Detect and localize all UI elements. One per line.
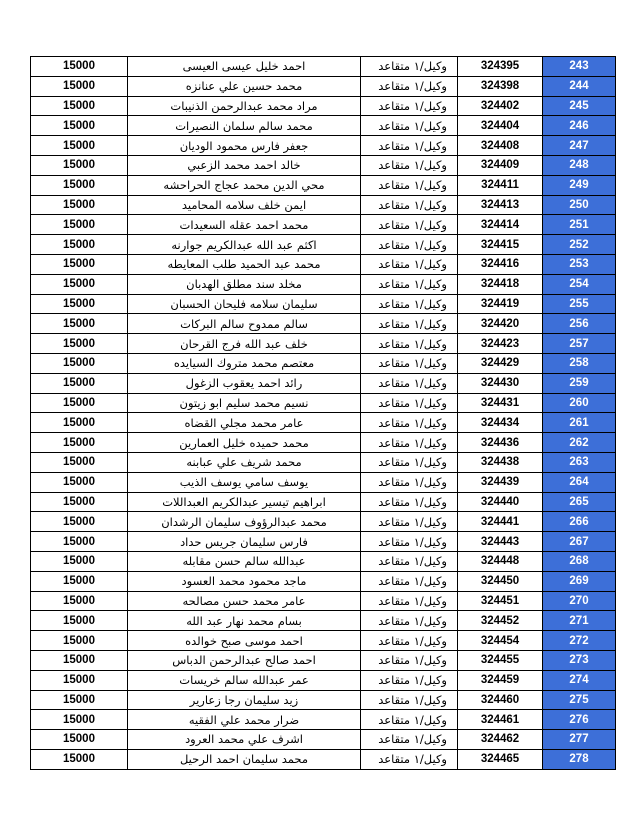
table-row bbox=[31, 472, 616, 492]
table-row bbox=[31, 274, 616, 294]
military-number-cell: 324438 bbox=[458, 452, 543, 472]
sequence-number-cell: 245 bbox=[543, 96, 616, 116]
name-cell: اكثم عبد الله عبدالكريم جوارنه bbox=[128, 235, 361, 255]
rank-cell: وكيل/١ متقاعد bbox=[361, 551, 458, 571]
name-cell: خلف عبد الله فرج القرحان bbox=[128, 334, 361, 354]
military-number-cell: 324451 bbox=[458, 591, 543, 611]
amount-cell: 15000 bbox=[31, 413, 128, 433]
table-row bbox=[31, 254, 616, 274]
sequence-number-cell: 277 bbox=[543, 730, 616, 750]
table-row bbox=[31, 631, 616, 651]
table-row bbox=[31, 235, 616, 255]
military-number-cell: 324436 bbox=[458, 433, 543, 453]
table-row bbox=[31, 492, 616, 512]
military-number-cell: 324395 bbox=[458, 57, 543, 77]
name-cell: رائد احمد يعقوب الزغول bbox=[128, 373, 361, 393]
name-cell: احمد موسى صبح خوالده bbox=[128, 631, 361, 651]
rank-cell: وكيل/١ متقاعد bbox=[361, 749, 458, 769]
table-row bbox=[31, 96, 616, 116]
name-cell: عامر محمد حسن مصالحه bbox=[128, 591, 361, 611]
table-row bbox=[31, 314, 616, 334]
rank-cell: وكيل/١ متقاعد bbox=[361, 294, 458, 314]
table-row bbox=[31, 116, 616, 136]
name-cell: احمد صالح عبدالرحمن الدباس bbox=[128, 650, 361, 670]
military-number-cell: 324415 bbox=[458, 235, 543, 255]
rank-cell: وكيل/١ متقاعد bbox=[361, 274, 458, 294]
amount-cell: 15000 bbox=[31, 571, 128, 591]
sequence-number-cell: 273 bbox=[543, 650, 616, 670]
amount-cell: 15000 bbox=[31, 730, 128, 750]
table-row bbox=[31, 215, 616, 235]
military-number-cell: 324450 bbox=[458, 571, 543, 591]
sequence-number-cell: 271 bbox=[543, 611, 616, 631]
military-number-cell: 324423 bbox=[458, 334, 543, 354]
amount-cell: 15000 bbox=[31, 670, 128, 690]
sequence-number-cell: 264 bbox=[543, 472, 616, 492]
military-number-cell: 324440 bbox=[458, 492, 543, 512]
sequence-number-cell: 256 bbox=[543, 314, 616, 334]
rank-cell: وكيل/١ متقاعد bbox=[361, 611, 458, 631]
table-row bbox=[31, 294, 616, 314]
military-number-cell: 324454 bbox=[458, 631, 543, 651]
rank-cell: وكيل/١ متقاعد bbox=[361, 235, 458, 255]
military-number-cell: 324452 bbox=[458, 611, 543, 631]
table-row bbox=[31, 413, 616, 433]
rank-cell: وكيل/١ متقاعد bbox=[361, 254, 458, 274]
name-cell: محمد عبد الحميد طلب المعايطه bbox=[128, 254, 361, 274]
military-number-cell: 324455 bbox=[458, 650, 543, 670]
military-number-cell: 324462 bbox=[458, 730, 543, 750]
table-row bbox=[31, 749, 616, 769]
sequence-number-cell: 267 bbox=[543, 532, 616, 552]
table-row bbox=[31, 195, 616, 215]
personnel-table bbox=[30, 56, 616, 770]
amount-cell: 15000 bbox=[31, 532, 128, 552]
table-row bbox=[31, 452, 616, 472]
amount-cell: 15000 bbox=[31, 472, 128, 492]
name-cell: محمد احمد عقله السعيدات bbox=[128, 215, 361, 235]
military-number-cell: 324434 bbox=[458, 413, 543, 433]
sequence-number-cell: 252 bbox=[543, 235, 616, 255]
name-cell: محمد حسين علي عنانزه bbox=[128, 76, 361, 96]
sequence-number-cell: 243 bbox=[543, 57, 616, 77]
table-row bbox=[31, 730, 616, 750]
rank-cell: وكيل/١ متقاعد bbox=[361, 353, 458, 373]
table-row bbox=[31, 433, 616, 453]
name-cell: فارس سليمان جريس حداد bbox=[128, 532, 361, 552]
table-row bbox=[31, 551, 616, 571]
rank-cell: وكيل/١ متقاعد bbox=[361, 215, 458, 235]
military-number-cell: 324409 bbox=[458, 155, 543, 175]
table-row bbox=[31, 373, 616, 393]
amount-cell: 15000 bbox=[31, 373, 128, 393]
sequence-number-cell: 246 bbox=[543, 116, 616, 136]
amount-cell: 15000 bbox=[31, 195, 128, 215]
military-number-cell: 324441 bbox=[458, 512, 543, 532]
table-row bbox=[31, 571, 616, 591]
table-row bbox=[31, 690, 616, 710]
amount-cell: 15000 bbox=[31, 353, 128, 373]
amount-cell: 15000 bbox=[31, 294, 128, 314]
table-row bbox=[31, 591, 616, 611]
rank-cell: وكيل/١ متقاعد bbox=[361, 195, 458, 215]
name-cell: ايمن خلف سلامه المحاميد bbox=[128, 195, 361, 215]
sequence-number-cell: 270 bbox=[543, 591, 616, 611]
name-cell: ابراهيم تيسير عبدالكريم العبداللات bbox=[128, 492, 361, 512]
military-number-cell: 324411 bbox=[458, 175, 543, 195]
sequence-number-cell: 257 bbox=[543, 334, 616, 354]
name-cell: محمد سليمان احمد الرحيل bbox=[128, 749, 361, 769]
amount-cell: 15000 bbox=[31, 710, 128, 730]
amount-cell: 15000 bbox=[31, 155, 128, 175]
sequence-number-cell: 269 bbox=[543, 571, 616, 591]
sequence-number-cell: 259 bbox=[543, 373, 616, 393]
name-cell: مخلد سند مطلق الهدبان bbox=[128, 274, 361, 294]
military-number-cell: 324414 bbox=[458, 215, 543, 235]
sequence-number-cell: 276 bbox=[543, 710, 616, 730]
name-cell: اشرف علي محمد العرود bbox=[128, 730, 361, 750]
sequence-number-cell: 253 bbox=[543, 254, 616, 274]
sequence-number-cell: 255 bbox=[543, 294, 616, 314]
amount-cell: 15000 bbox=[31, 631, 128, 651]
amount-cell: 15000 bbox=[31, 175, 128, 195]
sequence-number-cell: 278 bbox=[543, 749, 616, 769]
rank-cell: وكيل/١ متقاعد bbox=[361, 314, 458, 334]
table-row bbox=[31, 353, 616, 373]
sequence-number-cell: 247 bbox=[543, 136, 616, 156]
rank-cell: وكيل/١ متقاعد bbox=[361, 393, 458, 413]
rank-cell: وكيل/١ متقاعد bbox=[361, 591, 458, 611]
sequence-number-cell: 274 bbox=[543, 670, 616, 690]
amount-cell: 15000 bbox=[31, 136, 128, 156]
sequence-number-cell: 265 bbox=[543, 492, 616, 512]
table-row bbox=[31, 76, 616, 96]
amount-cell: 15000 bbox=[31, 393, 128, 413]
rank-cell: وكيل/١ متقاعد bbox=[361, 650, 458, 670]
military-number-cell: 324420 bbox=[458, 314, 543, 334]
name-cell: مراد محمد عبدالرحمن الذنيبات bbox=[128, 96, 361, 116]
amount-cell: 15000 bbox=[31, 334, 128, 354]
table-row bbox=[31, 136, 616, 156]
table-row bbox=[31, 611, 616, 631]
amount-cell: 15000 bbox=[31, 96, 128, 116]
rank-cell: وكيل/١ متقاعد bbox=[361, 96, 458, 116]
table-row bbox=[31, 393, 616, 413]
amount-cell: 15000 bbox=[31, 492, 128, 512]
rank-cell: وكيل/١ متقاعد bbox=[361, 710, 458, 730]
name-cell: محمد شريف علي عبابنه bbox=[128, 452, 361, 472]
rank-cell: وكيل/١ متقاعد bbox=[361, 136, 458, 156]
amount-cell: 15000 bbox=[31, 591, 128, 611]
table-row bbox=[31, 670, 616, 690]
military-number-cell: 324429 bbox=[458, 353, 543, 373]
rank-cell: وكيل/١ متقاعد bbox=[361, 334, 458, 354]
sequence-number-cell: 275 bbox=[543, 690, 616, 710]
amount-cell: 15000 bbox=[31, 254, 128, 274]
table-row bbox=[31, 650, 616, 670]
rank-cell: وكيل/١ متقاعد bbox=[361, 57, 458, 77]
amount-cell: 15000 bbox=[31, 690, 128, 710]
name-cell: محمد حميده خليل العمارين bbox=[128, 433, 361, 453]
rank-cell: وكيل/١ متقاعد bbox=[361, 670, 458, 690]
name-cell: بسام محمد نهار عبد الله bbox=[128, 611, 361, 631]
sequence-number-cell: 260 bbox=[543, 393, 616, 413]
table-row bbox=[31, 512, 616, 532]
military-number-cell: 324461 bbox=[458, 710, 543, 730]
name-cell: احمد خليل عيسى العيسى bbox=[128, 57, 361, 77]
name-cell: زيد سليمان رجا زعارير bbox=[128, 690, 361, 710]
table-row bbox=[31, 710, 616, 730]
amount-cell: 15000 bbox=[31, 314, 128, 334]
name-cell: خالد احمد محمد الزعبي bbox=[128, 155, 361, 175]
table-row bbox=[31, 57, 616, 77]
name-cell: محمد سالم سلمان النصيرات bbox=[128, 116, 361, 136]
military-number-cell: 324408 bbox=[458, 136, 543, 156]
amount-cell: 15000 bbox=[31, 512, 128, 532]
name-cell: جعفر فارس محمود الوديان bbox=[128, 136, 361, 156]
amount-cell: 15000 bbox=[31, 76, 128, 96]
sequence-number-cell: 249 bbox=[543, 175, 616, 195]
rank-cell: وكيل/١ متقاعد bbox=[361, 631, 458, 651]
military-number-cell: 324430 bbox=[458, 373, 543, 393]
amount-cell: 15000 bbox=[31, 274, 128, 294]
rank-cell: وكيل/١ متقاعد bbox=[361, 472, 458, 492]
amount-cell: 15000 bbox=[31, 433, 128, 453]
sequence-number-cell: 254 bbox=[543, 274, 616, 294]
name-cell: ماجد محمود محمد العسود bbox=[128, 571, 361, 591]
rank-cell: وكيل/١ متقاعد bbox=[361, 76, 458, 96]
rank-cell: وكيل/١ متقاعد bbox=[361, 571, 458, 591]
sequence-number-cell: 268 bbox=[543, 551, 616, 571]
rank-cell: وكيل/١ متقاعد bbox=[361, 452, 458, 472]
name-cell: نسيم محمد سليم ابو زيتون bbox=[128, 393, 361, 413]
amount-cell: 15000 bbox=[31, 116, 128, 136]
military-number-cell: 324448 bbox=[458, 551, 543, 571]
amount-cell: 15000 bbox=[31, 57, 128, 77]
sequence-number-cell: 258 bbox=[543, 353, 616, 373]
amount-cell: 15000 bbox=[31, 235, 128, 255]
name-cell: عمر عبدالله سالم خريسات bbox=[128, 670, 361, 690]
name-cell: يوسف سامي يوسف الذيب bbox=[128, 472, 361, 492]
table-row bbox=[31, 532, 616, 552]
military-number-cell: 324416 bbox=[458, 254, 543, 274]
sequence-number-cell: 250 bbox=[543, 195, 616, 215]
rank-cell: وكيل/١ متقاعد bbox=[361, 155, 458, 175]
name-cell: محي الدين محمد عجاج الحراحشه bbox=[128, 175, 361, 195]
amount-cell: 15000 bbox=[31, 611, 128, 631]
military-number-cell: 324465 bbox=[458, 749, 543, 769]
rank-cell: وكيل/١ متقاعد bbox=[361, 116, 458, 136]
name-cell: معتصم محمد متروك السيايده bbox=[128, 353, 361, 373]
rank-cell: وكيل/١ متقاعد bbox=[361, 512, 458, 532]
sequence-number-cell: 266 bbox=[543, 512, 616, 532]
amount-cell: 15000 bbox=[31, 551, 128, 571]
rank-cell: وكيل/١ متقاعد bbox=[361, 373, 458, 393]
name-cell: عامر محمد مجلي القضاه bbox=[128, 413, 361, 433]
amount-cell: 15000 bbox=[31, 749, 128, 769]
rank-cell: وكيل/١ متقاعد bbox=[361, 433, 458, 453]
name-cell: ضرار محمد علي الفقيه bbox=[128, 710, 361, 730]
military-number-cell: 324443 bbox=[458, 532, 543, 552]
sequence-number-cell: 248 bbox=[543, 155, 616, 175]
sequence-number-cell: 263 bbox=[543, 452, 616, 472]
sequence-number-cell: 262 bbox=[543, 433, 616, 453]
military-number-cell: 324402 bbox=[458, 96, 543, 116]
sequence-number-cell: 272 bbox=[543, 631, 616, 651]
military-number-cell: 324398 bbox=[458, 76, 543, 96]
military-number-cell: 324460 bbox=[458, 690, 543, 710]
rank-cell: وكيل/١ متقاعد bbox=[361, 690, 458, 710]
amount-cell: 15000 bbox=[31, 452, 128, 472]
rank-cell: وكيل/١ متقاعد bbox=[361, 175, 458, 195]
table-body bbox=[31, 57, 616, 770]
table-row bbox=[31, 334, 616, 354]
rank-cell: وكيل/١ متقاعد bbox=[361, 413, 458, 433]
military-number-cell: 324459 bbox=[458, 670, 543, 690]
amount-cell: 15000 bbox=[31, 215, 128, 235]
military-number-cell: 324419 bbox=[458, 294, 543, 314]
sequence-number-cell: 244 bbox=[543, 76, 616, 96]
rank-cell: وكيل/١ متقاعد bbox=[361, 492, 458, 512]
military-number-cell: 324413 bbox=[458, 195, 543, 215]
name-cell: محمد عبدالرؤوف سليمان الرشدان bbox=[128, 512, 361, 532]
military-number-cell: 324431 bbox=[458, 393, 543, 413]
rank-cell: وكيل/١ متقاعد bbox=[361, 730, 458, 750]
sequence-number-cell: 261 bbox=[543, 413, 616, 433]
table-row bbox=[31, 155, 616, 175]
name-cell: سالم ممدوح سالم البركات bbox=[128, 314, 361, 334]
sequence-number-cell: 251 bbox=[543, 215, 616, 235]
military-number-cell: 324418 bbox=[458, 274, 543, 294]
table-row bbox=[31, 175, 616, 195]
amount-cell: 15000 bbox=[31, 650, 128, 670]
military-number-cell: 324404 bbox=[458, 116, 543, 136]
name-cell: عبدالله سالم حسن مقابله bbox=[128, 551, 361, 571]
military-number-cell: 324439 bbox=[458, 472, 543, 492]
rank-cell: وكيل/١ متقاعد bbox=[361, 532, 458, 552]
name-cell: سليمان سلامه فليحان الحسبان bbox=[128, 294, 361, 314]
